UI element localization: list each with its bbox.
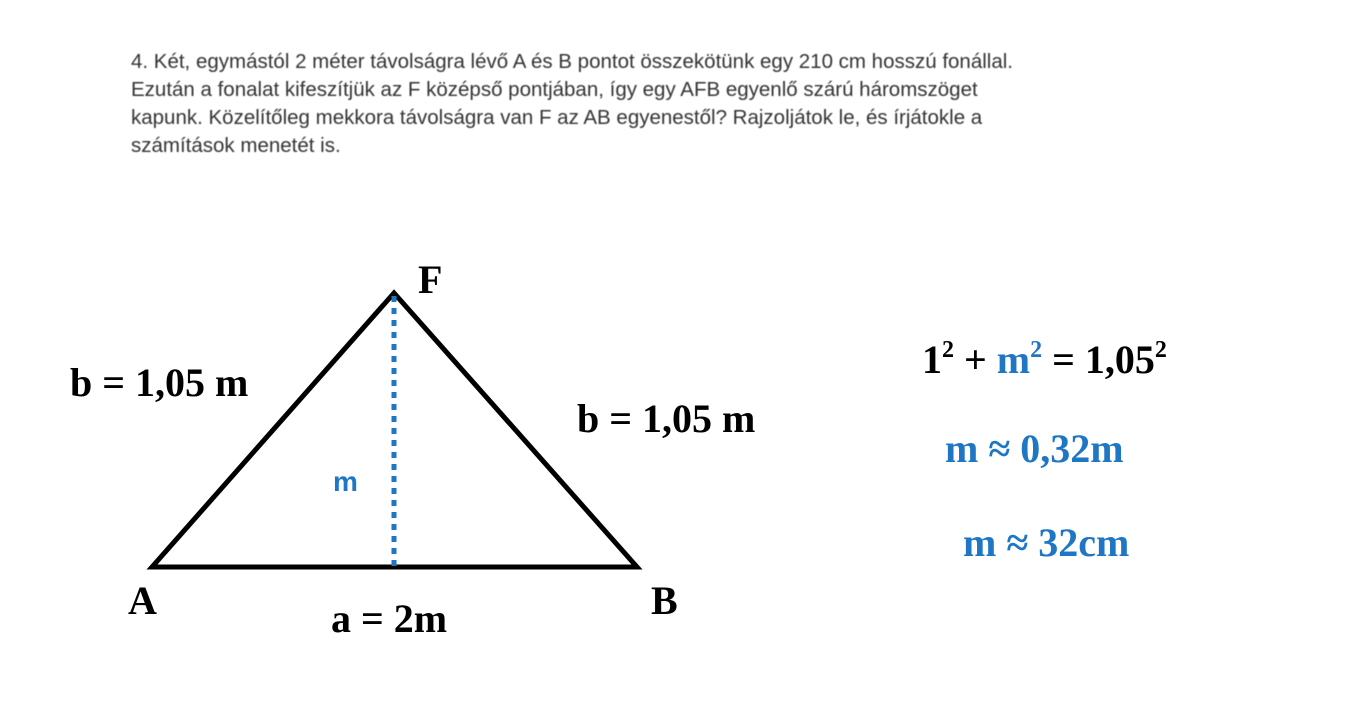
height-label: m [333, 466, 358, 497]
equation-result-m: m ≈ 0,32m [945, 426, 1124, 471]
vertex-a-label: A [128, 578, 157, 623]
problem-line-2: Ezután a fonalat kifeszítjük az F középső pontjában, így egy AFB egyenlő szárú háromszöget [131, 78, 978, 101]
side-left-label: b = 1,05 m [70, 360, 249, 405]
vertex-b-label: B [651, 578, 678, 623]
vertex-f-label: F [418, 257, 443, 302]
equation-pythagoras: $1^2 + m^2 = 1,05^2$ [922, 337, 1167, 382]
base-label: a = 2m [331, 596, 448, 641]
problem-line-1: 4. Két, egymástól 2 méter távolságra lévő A és B pontot összekötünk egy 210 cm hosszú fonállal. [131, 50, 1013, 73]
problem-line-3: kapunk. Közelítőleg mekkora távolságra van F az AB egyenestől? Rajzoljátok le, és írjátokle a [131, 106, 983, 129]
side-right-label: b = 1,05 m [577, 396, 756, 441]
equation-result-cm: m ≈ 32cm [963, 520, 1130, 565]
problem-line-4: számítások menetét is. [131, 134, 341, 157]
